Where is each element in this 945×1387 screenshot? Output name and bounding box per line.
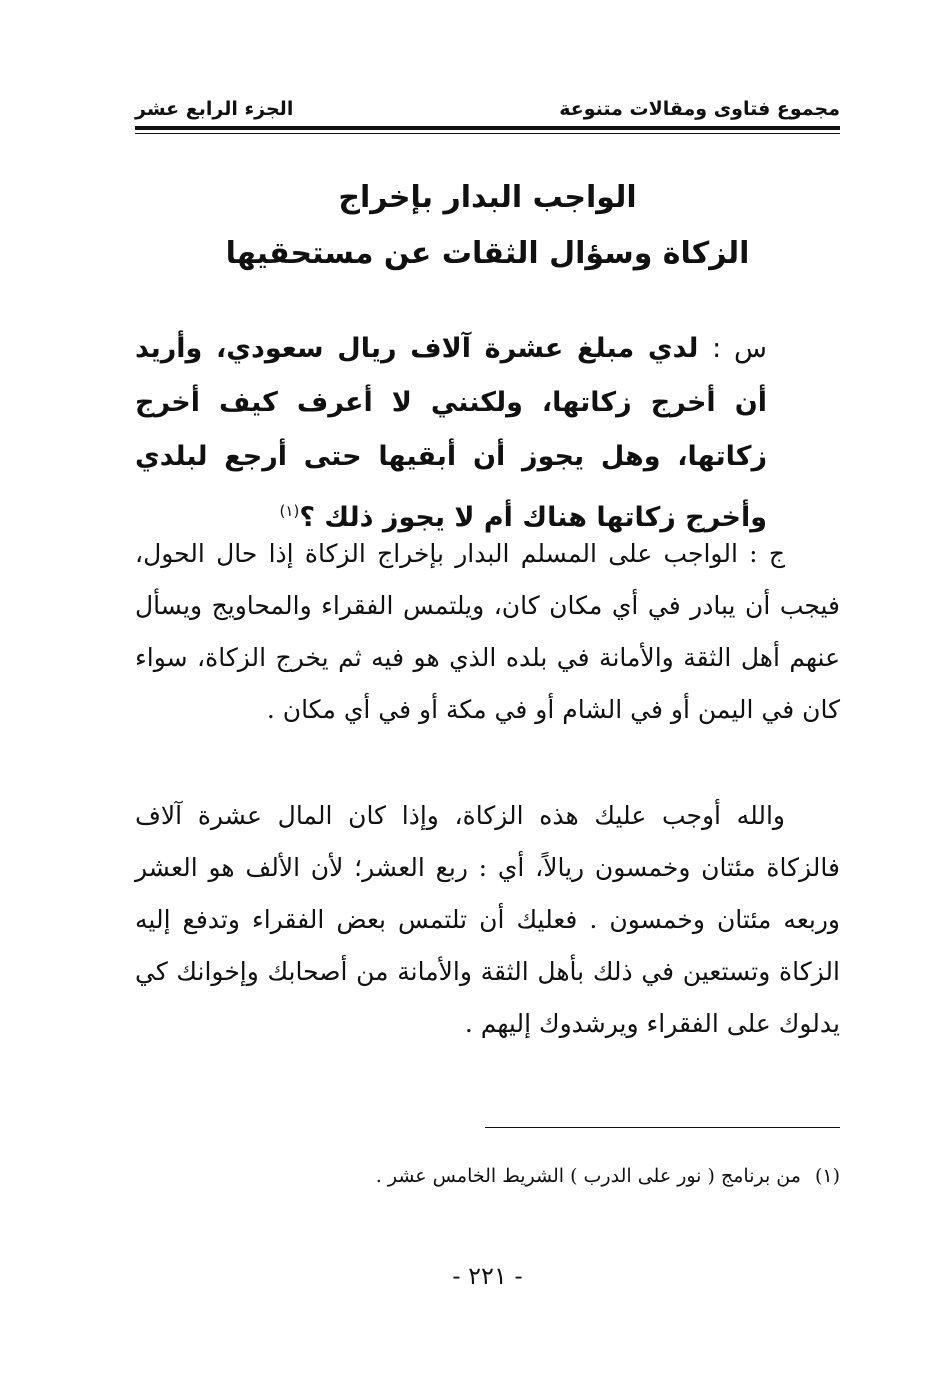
header-volume-title: الجزء الرابع عشر	[135, 98, 294, 120]
article-title-line-1: الواجب البدار بإخراج	[338, 180, 637, 215]
question-paragraph	[135, 322, 767, 545]
running-header	[135, 94, 840, 124]
footnote-number: (١)	[814, 1165, 840, 1187]
question-text: لدي مبلغ عشرة آلاف ريال سعودي، وأريد أن أخرج زكاتها، ولكنني لا أعرف كيف أخرج زكاتها، وهل يجوز أن أبقيها حتى أرجع لبلدي وأخرج زكاتها هناك أم لا يجوز ذلك ؟	[135, 333, 767, 533]
answer-paragraph	[135, 528, 840, 736]
header-rule-thin	[135, 133, 840, 134]
header-rule-thick	[135, 126, 840, 130]
footnote	[135, 1160, 840, 1192]
answer-label: ج :	[749, 539, 785, 568]
footnote-reference: (١)	[279, 502, 300, 520]
question-label: س :	[712, 333, 767, 364]
page-number: - ٢٢١ -	[452, 1262, 523, 1290]
article-title	[135, 170, 840, 282]
closing-paragraph	[135, 790, 840, 1050]
answer-text: الواجب على المسلم البدار بإخراج الزكاة إذا حال الحول، فيجب أن يبادر في أي مكان كان، ويلتمس الفقراء والمحاويج ويسأل عنهم أهل الثقة والأمانة في بلده الذي هو فيه ثم يخرج الزكاة، سواء كان في اليمن أو في الشام أو في مكة أو في أي مكان .	[135, 539, 840, 724]
footnote-text: من برنامج ( نور على الدرب ) الشريط الخامس عشر .	[375, 1165, 801, 1187]
footnote-rule	[485, 1127, 840, 1128]
header-book-title: مجموع فتاوى ومقالات متنوعة	[559, 98, 840, 120]
closing-text: والله أوجب عليك هذه الزكاة، وإذا كان المال عشرة آلاف فالزكاة مئتان وخمسون ريالاً، أي : ربع العشر؛ لأن الألف هو العشر وربعه مئتان وخمسون . فعليك أن تلتمس بعض الفقراء وتدفع إليه الزكاة وتستعين في ذلك بأهل الثقة والأمانة من أصحابك وإخوانك كي يدلوك على الفقراء ويرشدوك إليهم .	[135, 801, 840, 1038]
article-title-line-2: الزكاة وسؤال الثقات عن مستحقيها	[225, 236, 750, 271]
